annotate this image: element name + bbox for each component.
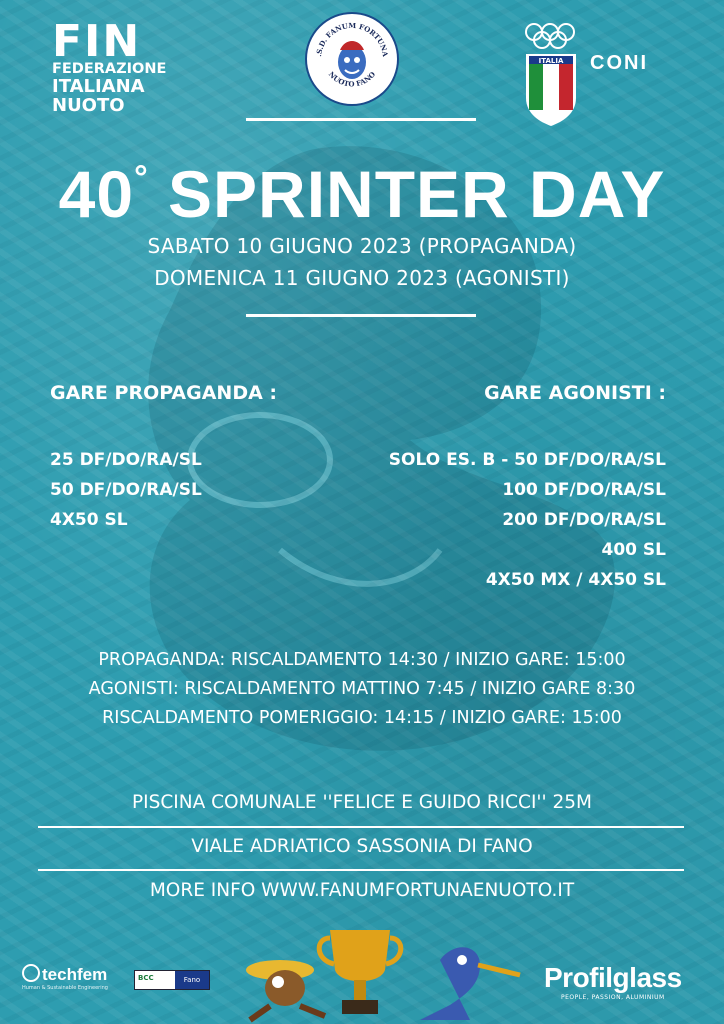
coni-shield-text: ITALIA xyxy=(538,57,564,65)
coni-label: CONI xyxy=(590,52,648,74)
degree-mark: ° xyxy=(134,159,149,197)
techfem-name: techfem xyxy=(42,965,108,984)
profilglass-logo xyxy=(544,962,682,1001)
roadrunner-character-icon xyxy=(420,947,520,1020)
date-agonisti: DOMENICA 11 GIUGNO 2023 (AGONISTI) xyxy=(154,266,570,290)
venue-pool: PISCINA COMUNALE ''FELICE E GUIDO RICCI'' 25M xyxy=(132,792,592,813)
trophy-icon xyxy=(319,930,401,1014)
list-item: 200 DF/DO/RA/SL xyxy=(502,510,666,530)
speedy-character-icon xyxy=(246,960,325,1020)
fin-mark: FIN xyxy=(52,16,142,67)
date-propaganda: SABATO 10 GIUGNO 2023 (PROPAGANDA) xyxy=(147,234,577,258)
fin-logo xyxy=(52,16,167,116)
list-item: 50 DF/DO/RA/SL xyxy=(50,480,202,500)
fin-line-1: FEDERAZIONE xyxy=(52,61,167,77)
bcc-logo xyxy=(134,970,210,990)
top-rule xyxy=(246,118,476,121)
bcc-name: BCC xyxy=(138,974,154,982)
venue-rule-1 xyxy=(38,826,684,828)
list-item: 25 DF/DO/RA/SL xyxy=(50,450,202,470)
club-ring-bottom: NUOTO FANO xyxy=(326,69,378,89)
venue-address: VIALE ADRIATICO SASSONIA DI FANO xyxy=(191,836,533,857)
fin-line-2: ITALIANA xyxy=(52,76,145,97)
list-item: 100 DF/DO/RA/SL xyxy=(502,480,666,500)
venue-rule-2 xyxy=(38,869,684,871)
list-item: SOLO ES. B - 50 DF/DO/RA/SL xyxy=(388,450,666,470)
propaganda-races xyxy=(50,445,310,535)
schedule-agonisti-morning: AGONISTI: RISCALDAMENTO MATTINO 7:45 / INIZIO GARE 8:30 xyxy=(88,679,636,699)
propaganda-heading: GARE PROPAGANDA : xyxy=(50,382,278,404)
club-logo xyxy=(305,12,399,106)
techfem-tag: Human & Sustainable Engineering xyxy=(22,985,108,991)
agonisti-heading: GARE AGONISTI : xyxy=(484,382,666,404)
bcc-place: Fano xyxy=(175,971,209,989)
techfem-logo xyxy=(22,964,108,991)
list-item: 4X50 MX / 4X50 SL xyxy=(485,570,666,590)
agonisti-races xyxy=(326,445,666,595)
olympic-rings-icon xyxy=(526,24,574,48)
more-info-link[interactable]: MORE INFO WWW.FANUMFORTUNAENUOTO.IT xyxy=(149,880,575,901)
schedule-agonisti-afternoon: RISCALDAMENTO POMERIGGIO: 14:15 / INIZIO GARE: 15:00 xyxy=(102,708,622,728)
mid-rule xyxy=(246,314,476,317)
title-main: SPRINTER DAY xyxy=(168,157,666,231)
schedule-propaganda: PROPAGANDA: RISCALDAMENTO 14:30 / INIZIO GARE: 15:00 xyxy=(98,650,626,670)
techfem-icon xyxy=(22,964,40,982)
fin-line-3: NUOTO xyxy=(52,95,125,116)
club-emblem-icon xyxy=(307,14,397,104)
list-item: 4X50 SL xyxy=(50,510,128,530)
edition-number: 40 xyxy=(58,157,135,231)
italia-shield-icon xyxy=(526,54,576,126)
mascots-illustration xyxy=(230,920,530,1024)
list-item: 400 SL xyxy=(601,540,666,560)
club-ring-top: .S.D. FANUM FORTUNA xyxy=(314,20,390,58)
profilglass-name: Profilglass xyxy=(544,962,682,993)
event-title xyxy=(0,140,724,232)
profilglass-tag: PEOPLE, PASSION, ALUMINIUM xyxy=(560,994,665,1001)
